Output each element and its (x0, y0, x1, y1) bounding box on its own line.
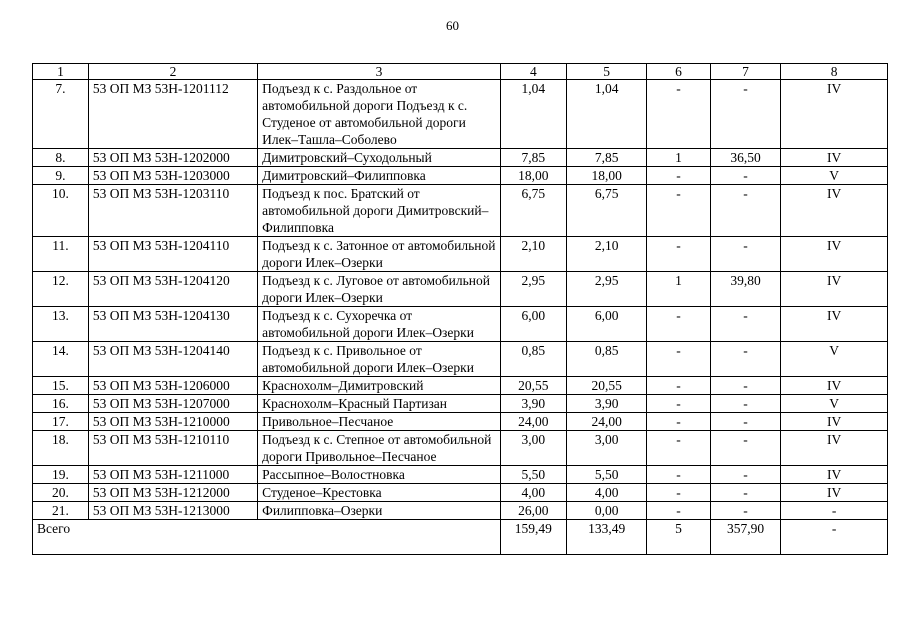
total-row (33, 520, 888, 555)
road-code: 53 ОП МЗ 53Н-1206000 (88, 377, 257, 395)
road-name: Подъезд к с. Степное от автомобильной дороги Привольное–Песчаное (258, 431, 501, 466)
col-5-value: 6,75 (566, 185, 646, 237)
road-code: 53 ОП МЗ 53Н-1203110 (88, 185, 257, 237)
col-5-value: 24,00 (566, 413, 646, 431)
row-number: 14. (33, 342, 89, 377)
col-4-value: 7,85 (500, 149, 566, 167)
col-4-value: 18,00 (500, 167, 566, 185)
col-8-value: V (781, 342, 888, 377)
col-5-value: 20,55 (566, 377, 646, 395)
road-code: 53 ОП МЗ 53Н-1207000 (88, 395, 257, 413)
col-5-value: 7,85 (566, 149, 646, 167)
road-name: Димитровский–Суходольный (258, 149, 501, 167)
col-5-value: 3,90 (566, 395, 646, 413)
header-cell-4: 4 (500, 64, 566, 80)
col-6-value: - (647, 395, 710, 413)
road-code: 53 ОП МЗ 53Н-1210110 (88, 431, 257, 466)
road-code: 53 ОП МЗ 53Н-1202000 (88, 149, 257, 167)
col-7-value: - (710, 484, 781, 502)
col-6-value: - (647, 167, 710, 185)
header-cell-7: 7 (710, 64, 781, 80)
col-6-value: - (647, 342, 710, 377)
table-row (33, 466, 888, 484)
road-name: Подъезд к пос. Братский от автомобильной дороги Димитровский–Филипповка (258, 185, 501, 237)
row-number: 10. (33, 185, 89, 237)
table-header-row (33, 64, 888, 80)
table-row (33, 395, 888, 413)
table-row (33, 307, 888, 342)
col-6-value: - (647, 307, 710, 342)
col-7-value: - (710, 185, 781, 237)
col-7-value: - (710, 431, 781, 466)
header-cell-2: 2 (88, 64, 257, 80)
col-7-value: 39,80 (710, 272, 781, 307)
road-name: Подъезд к с. Раздольное от автомобильной дороги Подъезд к с. Студеное от автомобильной дороги Илек–Ташла–Соболево (258, 80, 501, 149)
col-5-value: 5,50 (566, 466, 646, 484)
col-6-value: - (647, 466, 710, 484)
col-4-value: 24,00 (500, 413, 566, 431)
row-number: 7. (33, 80, 89, 149)
road-code: 53 ОП МЗ 53Н-1212000 (88, 484, 257, 502)
total-c4-value: 159,49 (500, 520, 566, 555)
row-number: 16. (33, 395, 89, 413)
col-7-value: - (710, 377, 781, 395)
col-8-value: IV (781, 431, 888, 466)
table-row (33, 431, 888, 466)
col-7-value: - (710, 237, 781, 272)
col-8-value: V (781, 167, 888, 185)
road-code: 53 ОП МЗ 53Н-1211000 (88, 466, 257, 484)
row-number: 15. (33, 377, 89, 395)
road-name: Рассыпное–Волостновка (258, 466, 501, 484)
col-8-value: IV (781, 237, 888, 272)
road-code: 53 ОП МЗ 53Н-1203000 (88, 167, 257, 185)
table-row (33, 502, 888, 520)
col-4-value: 1,04 (500, 80, 566, 149)
row-number: 11. (33, 237, 89, 272)
total-c5-value: 133,49 (566, 520, 646, 555)
road-name: Привольное–Песчаное (258, 413, 501, 431)
col-8-value: IV (781, 484, 888, 502)
header-cell-6: 6 (647, 64, 710, 80)
col-4-value: 3,90 (500, 395, 566, 413)
row-number: 21. (33, 502, 89, 520)
row-number: 20. (33, 484, 89, 502)
total-c6-value: 5 (647, 520, 710, 555)
header-cell-5: 5 (566, 64, 646, 80)
col-6-value: - (647, 413, 710, 431)
col-4-value: 26,00 (500, 502, 566, 520)
row-number: 9. (33, 167, 89, 185)
road-name: Подъезд к с. Сухоречка от автомобильной дороги Илек–Озерки (258, 307, 501, 342)
road-code: 53 ОП МЗ 53Н-1204110 (88, 237, 257, 272)
col-6-value: - (647, 484, 710, 502)
col-5-value: 2,95 (566, 272, 646, 307)
table-row (33, 149, 888, 167)
col-4-value: 20,55 (500, 377, 566, 395)
row-number: 13. (33, 307, 89, 342)
col-7-value: - (710, 342, 781, 377)
header-cell-1: 1 (33, 64, 89, 80)
col-4-value: 6,00 (500, 307, 566, 342)
col-5-value: 6,00 (566, 307, 646, 342)
road-code: 53 ОП МЗ 53Н-1204120 (88, 272, 257, 307)
col-4-value: 6,75 (500, 185, 566, 237)
table-row (33, 80, 888, 149)
total-c7-value: 357,90 (710, 520, 781, 555)
page-number: 60 (446, 18, 459, 33)
road-code: 53 ОП МЗ 53Н-1213000 (88, 502, 257, 520)
col-6-value: - (647, 377, 710, 395)
road-name: Подъезд к с. Луговое от автомобильной дороги Илек–Озерки (258, 272, 501, 307)
col-6-value: - (647, 502, 710, 520)
col-8-value: IV (781, 80, 888, 149)
col-8-value: - (781, 502, 888, 520)
col-7-value: - (710, 502, 781, 520)
road-name: Димитровский–Филипповка (258, 167, 501, 185)
header-cell-8: 8 (781, 64, 888, 80)
row-number: 19. (33, 466, 89, 484)
table-row (33, 413, 888, 431)
col-7-value: 36,50 (710, 149, 781, 167)
total-c8-value: - (781, 520, 888, 555)
table-row (33, 185, 888, 237)
road-name: Подъезд к с. Затонное от автомобильной дороги Илек–Озерки (258, 237, 501, 272)
col-5-value: 0,85 (566, 342, 646, 377)
road-code: 53 ОП МЗ 53Н-1204140 (88, 342, 257, 377)
col-6-value: - (647, 80, 710, 149)
col-7-value: - (710, 413, 781, 431)
col-4-value: 4,00 (500, 484, 566, 502)
col-7-value: - (710, 167, 781, 185)
col-4-value: 5,50 (500, 466, 566, 484)
col-7-value: - (710, 395, 781, 413)
row-number: 12. (33, 272, 89, 307)
road-code: 53 ОП МЗ 53Н-1210000 (88, 413, 257, 431)
col-7-value: - (710, 466, 781, 484)
col-4-value: 2,10 (500, 237, 566, 272)
col-8-value: IV (781, 307, 888, 342)
row-number: 17. (33, 413, 89, 431)
col-7-value: - (710, 80, 781, 149)
roads-table (32, 63, 888, 555)
col-4-value: 0,85 (500, 342, 566, 377)
table-row (33, 484, 888, 502)
col-8-value: IV (781, 466, 888, 484)
road-name: Студеное–Крестовка (258, 484, 501, 502)
header-cell-3: 3 (258, 64, 501, 80)
table-row (33, 167, 888, 185)
road-name: Краснохолм–Красный Партизан (258, 395, 501, 413)
col-4-value: 3,00 (500, 431, 566, 466)
total-label: Всего (33, 520, 501, 555)
road-name: Подъезд к с. Привольное от автомобильной дороги Илек–Озерки (258, 342, 501, 377)
col-5-value: 4,00 (566, 484, 646, 502)
col-8-value: IV (781, 413, 888, 431)
col-6-value: - (647, 237, 710, 272)
col-5-value: 18,00 (566, 167, 646, 185)
col-5-value: 1,04 (566, 80, 646, 149)
road-code: 53 ОП МЗ 53Н-1201112 (88, 80, 257, 149)
col-8-value: IV (781, 185, 888, 237)
col-6-value: 1 (647, 272, 710, 307)
col-5-value: 0,00 (566, 502, 646, 520)
col-8-value: IV (781, 377, 888, 395)
col-5-value: 2,10 (566, 237, 646, 272)
col-5-value: 3,00 (566, 431, 646, 466)
col-8-value: V (781, 395, 888, 413)
row-number: 18. (33, 431, 89, 466)
col-8-value: IV (781, 149, 888, 167)
col-6-value: - (647, 431, 710, 466)
road-name: Краснохолм–Димитровский (258, 377, 501, 395)
table-row (33, 342, 888, 377)
col-6-value: - (647, 185, 710, 237)
col-8-value: IV (781, 272, 888, 307)
table-row (33, 272, 888, 307)
col-6-value: 1 (647, 149, 710, 167)
col-7-value: - (710, 307, 781, 342)
row-number: 8. (33, 149, 89, 167)
road-code: 53 ОП МЗ 53Н-1204130 (88, 307, 257, 342)
table-row (33, 377, 888, 395)
table-row (33, 237, 888, 272)
road-name: Филипповка–Озерки (258, 502, 501, 520)
col-4-value: 2,95 (500, 272, 566, 307)
